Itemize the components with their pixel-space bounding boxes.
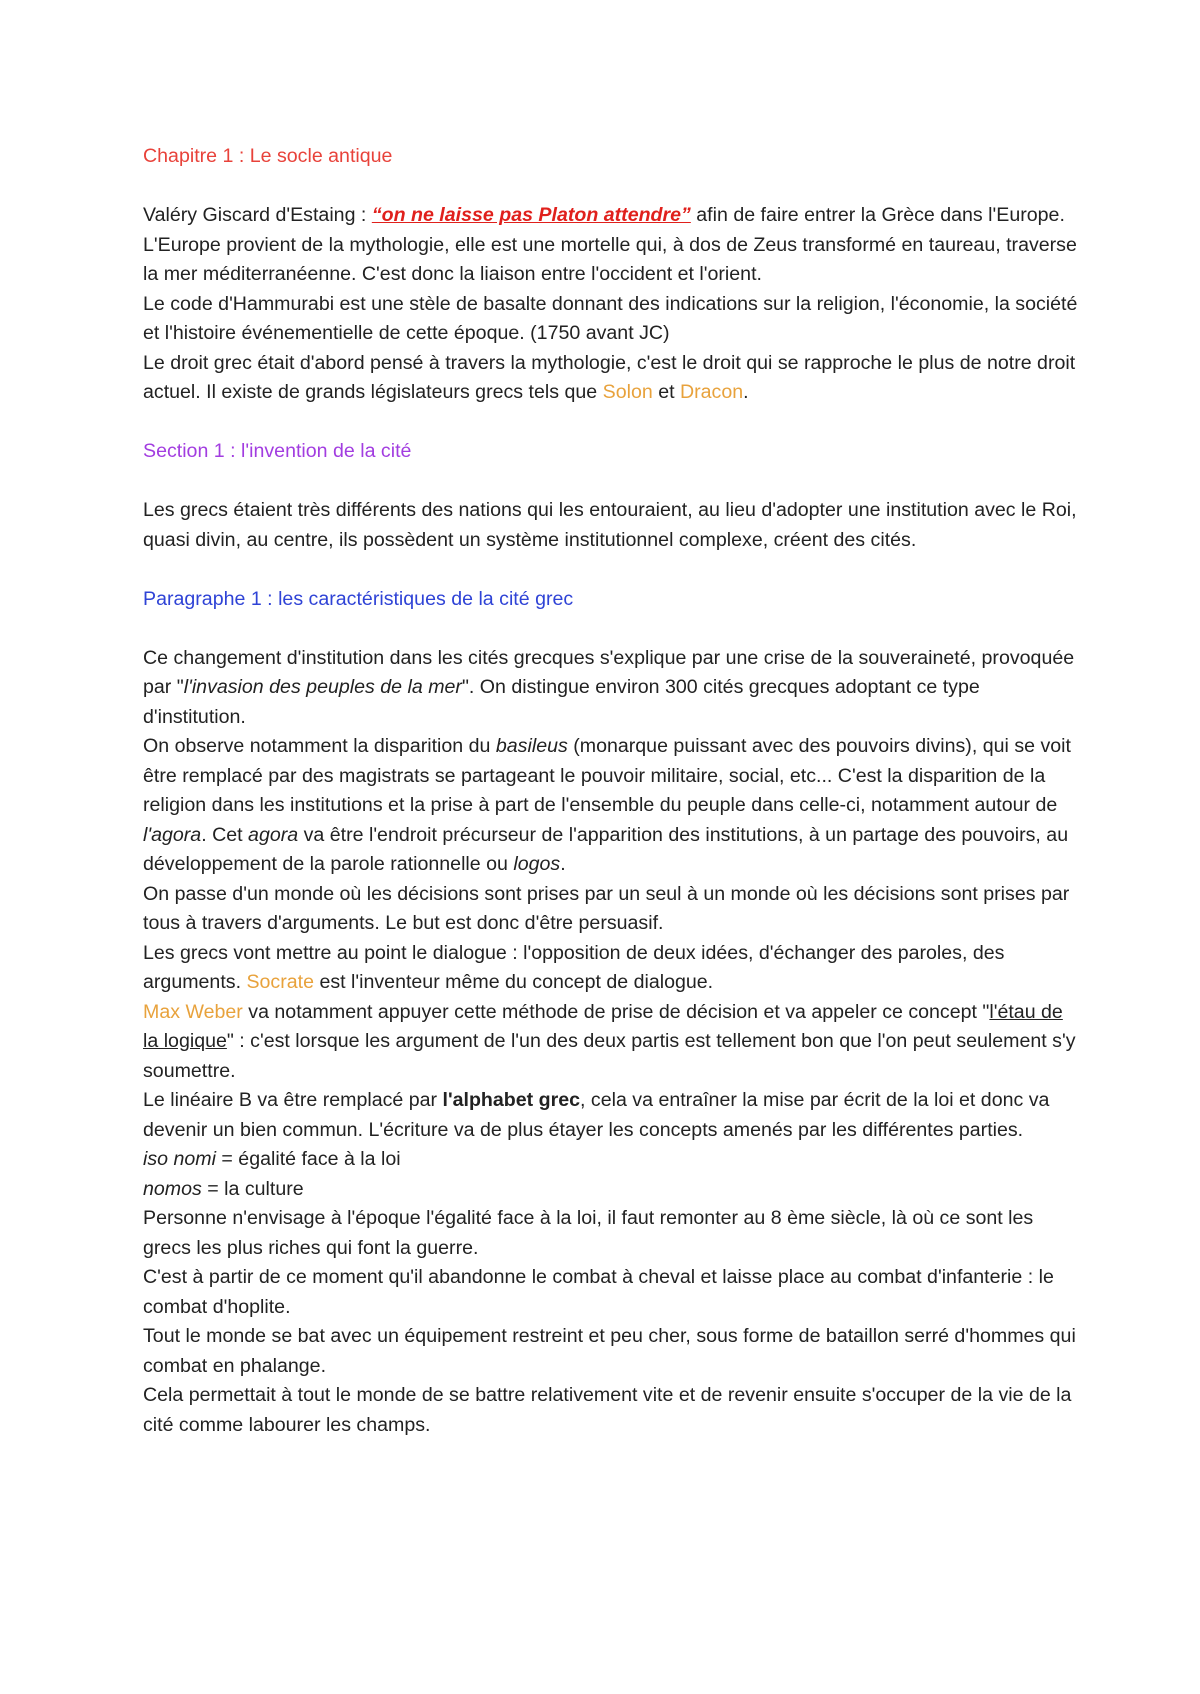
intro-paragraph-4	[143, 349, 1078, 408]
text: afin de faire entrer la Grèce dans l'Europe.	[690, 204, 1065, 226]
text: Valéry Giscard d'Estaing :	[143, 204, 372, 226]
text: ". On distingue environ 300 cités grecques adoptant ce type d'institution.	[143, 676, 980, 728]
bold-term: l'alphabet grec	[442, 1089, 581, 1111]
body-paragraph-6	[143, 1086, 1078, 1145]
text: et	[652, 381, 680, 403]
text: .	[743, 381, 749, 403]
text: va être l'endroit précurseur de l'apparition des institutions, à un partage des pouvoirs, au développement de la parole rationnelle ou	[143, 823, 1069, 875]
intro-paragraph-2: L'Europe provient de la mythologie, elle est une mortelle qui, à dos de Zeus transformé en taureau, traverse la mer méditerranéenne. C'est donc la liaison entre l'occident et l'orient.	[143, 233, 1077, 285]
text: .	[560, 853, 566, 875]
text: " : c'est lorsque les argument de l'un des deux partis est tellement bon que l'on peut seulement s'y soumettre.	[143, 1030, 1076, 1082]
platon-quote: “on ne laisse pas Platon attendre”	[371, 204, 691, 226]
text: va notamment appuyer cette méthode de prise de décision et va appeler ce concept "	[242, 1000, 990, 1023]
term: nomos	[143, 1177, 202, 1200]
body-paragraph-1	[143, 644, 1078, 733]
text: On observe notamment la disparition du	[143, 735, 496, 757]
text: Le droit grec était d'abord pensé à travers la mythologie, c'est le droit qui se rapproche le plus de notre droit actuel. Il existe de grands législateurs grecs tels que	[143, 351, 1076, 403]
text: Les grecs vont mettre au point le dialogue : l'opposition de deux idées, d'échanger des paroles, des arguments.	[143, 941, 1005, 993]
body-paragraph-2	[143, 732, 1078, 880]
name-solon: Solon	[602, 381, 653, 403]
text: , cela va entraîner la mise par écrit de la loi et donc va devenir un bien commun. L'écriture va de plus étayer les concepts amenés par les différentes parties.	[143, 1089, 1050, 1141]
definition-nomos	[143, 1175, 1078, 1205]
paragraph-title: Paragraphe 1 : les caractéristiques de la cité grec	[143, 587, 574, 610]
intro-paragraph-3: Le code d'Hammurabi est une stèle de basalte donnant des indications sur la religion, l'économie, la société et l'histoire événementielle de cette époque. (1750 avant JC)	[143, 292, 1078, 344]
spacer	[143, 172, 1078, 202]
term: iso nomi	[143, 1148, 216, 1170]
spacer	[143, 467, 1078, 497]
definition: = la culture	[201, 1177, 304, 1200]
name-dracon: Dracon	[679, 381, 744, 403]
spacer	[143, 408, 1078, 438]
text: (monarque puissant avec des pouvoirs divins), qui se voit être remplacé par des magistrats se partageant le pouvoir militaire, social, etc... C'est la disparition de la religion dans les institutions et la prise à part de l'ensemble du peuple dans celle-ci, notamment autour de	[143, 735, 1071, 816]
emphasis: basileus	[495, 735, 568, 757]
section-title: Section 1 : l'invention de la cité	[143, 440, 412, 462]
chapter-title: Chapitre 1 : Le socle antique	[143, 145, 393, 167]
text: est l'inventeur même du concept de dialogue.	[314, 971, 714, 993]
name-max-weber: Max Weber	[143, 1000, 243, 1023]
section-paragraph: Les grecs étaient très différents des nations qui les entouraient, au lieu d'adopter une institution avec le Roi, quasi divin, au centre, ils possèdent un système institutionnel complexe, créent des cités.	[143, 499, 1077, 551]
name-socrate: Socrate	[246, 971, 314, 993]
text: . Cet	[201, 823, 249, 846]
body-paragraph-9: Personne n'envisage à l'époque l'égalité face à la loi, il faut remonter au 8 ème siècle, là où ce sont les grecs les plus riches qui font la guerre.	[143, 1207, 1034, 1259]
body-paragraph-3: On passe d'un monde où les décisions sont prises par un seul à un monde où les décisions sont prises par tous à travers d'arguments. Le but est donc d'être persuasif.	[143, 882, 1070, 934]
intro-paragraph-1	[143, 201, 1078, 231]
emphasis: logos	[513, 853, 561, 875]
emphasis: l'agora	[143, 823, 202, 846]
body-paragraph-5	[143, 998, 1078, 1087]
spacer	[143, 614, 1078, 644]
body-paragraph-4	[143, 939, 1078, 998]
text: Le linéaire B va être remplacé par	[143, 1089, 443, 1111]
body-paragraph-10: C'est à partir de ce moment qu'il abandonne le combat à cheval et laisse place au combat d'infanterie : le combat d'hoplite.	[143, 1266, 1054, 1318]
definition-iso-nomi	[143, 1145, 1078, 1175]
definition: = égalité face à la loi	[215, 1148, 401, 1170]
body-paragraph-12: Cela permettait à tout le monde de se battre relativement vite et de revenir ensuite s'occuper de la vie de la cité comme labourer les champs.	[143, 1384, 1072, 1436]
body-paragraph-11: Tout le monde se bat avec un équipement restreint et peu cher, sous forme de bataillon serré d'hommes qui combat en phalange.	[143, 1325, 1076, 1377]
text: Ce changement d'institution dans les cités grecques s'explique par une crise de la souveraineté, provoquée par "	[143, 646, 1075, 698]
emphasis: agora	[248, 823, 299, 846]
emphasis: l'invasion des peuples de la mer	[183, 676, 462, 698]
spacer	[143, 555, 1078, 585]
underlined-term: l'étau de la logique	[143, 1000, 1063, 1052]
document-body	[143, 142, 1078, 1440]
